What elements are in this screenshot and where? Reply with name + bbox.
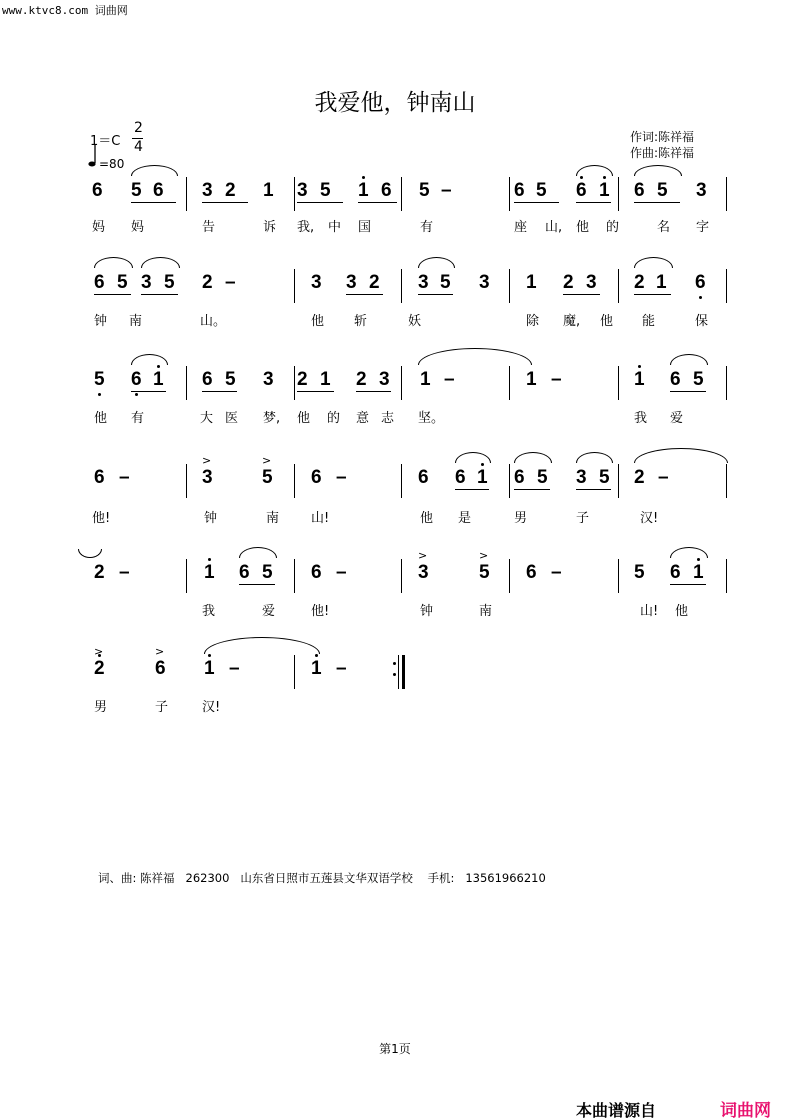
bar-line xyxy=(186,366,187,400)
note: 3 xyxy=(202,180,213,201)
eighth-beam xyxy=(202,391,237,392)
slur-tie xyxy=(455,452,491,463)
note: – xyxy=(336,658,347,679)
bar-line xyxy=(401,464,402,498)
eighth-beam xyxy=(634,294,671,295)
note: 3 xyxy=(418,562,429,583)
eighth-beam xyxy=(670,391,706,392)
lyric-syllable: 我 xyxy=(202,604,216,619)
lyric-syllable: 钟 xyxy=(420,604,434,619)
eighth-beam xyxy=(670,584,706,585)
note: 6 xyxy=(381,180,392,201)
note: 5 xyxy=(634,562,645,583)
lyric-syllable: 他 xyxy=(94,411,108,426)
note: 6 xyxy=(455,467,466,488)
note: 6 xyxy=(695,272,706,293)
note: 2 xyxy=(202,272,213,293)
key-signature: 1＝C xyxy=(90,134,121,149)
eighth-beam xyxy=(131,202,176,203)
lyric-syllable: 能 xyxy=(642,314,656,329)
eighth-beam xyxy=(346,294,383,295)
bar-line xyxy=(509,269,510,303)
quarter-note-icon xyxy=(88,144,97,168)
lyric-syllable: 他 xyxy=(600,314,614,329)
note: – xyxy=(551,562,562,583)
bar-line xyxy=(294,559,295,593)
slur-tie xyxy=(418,348,532,365)
lyric-syllable: 他! xyxy=(311,604,330,619)
note: 3 xyxy=(297,180,308,201)
eighth-beam xyxy=(514,489,550,490)
note: – xyxy=(441,180,452,201)
note: 2 xyxy=(297,369,308,390)
low-octave-dot xyxy=(699,296,702,299)
accent-mark: > xyxy=(479,549,489,562)
eighth-beam xyxy=(141,294,178,295)
bar-line xyxy=(509,177,510,211)
note: 1 xyxy=(526,272,537,293)
note: 3 xyxy=(346,272,357,293)
note: 5 xyxy=(479,562,490,583)
bar-line xyxy=(401,559,402,593)
high-octave-dot xyxy=(638,365,641,368)
lyric-syllable: 座 xyxy=(514,220,528,235)
accent-mark: > xyxy=(418,549,428,562)
bar-line xyxy=(618,269,619,303)
note: 6 xyxy=(202,369,213,390)
lyric-syllable: 他 xyxy=(576,220,590,235)
lyricist-credit: 作词:陈祥福 xyxy=(630,130,695,144)
note: – xyxy=(225,272,236,293)
slur-tie xyxy=(239,547,277,558)
bar-line xyxy=(509,366,510,400)
note: 6 xyxy=(94,467,105,488)
note: 5 xyxy=(440,272,451,293)
lyric-syllable: 保 xyxy=(695,314,709,329)
note: 5 xyxy=(262,467,273,488)
note: 3 xyxy=(586,272,597,293)
eighth-beam xyxy=(358,202,397,203)
eighth-beam xyxy=(634,202,680,203)
high-octave-dot xyxy=(208,654,211,657)
eighth-beam xyxy=(297,391,334,392)
slur-tie xyxy=(634,448,728,463)
song-title: 我爱他，钟南山 xyxy=(314,90,476,116)
note: 2 xyxy=(634,272,645,293)
note: – xyxy=(336,562,347,583)
bar-line xyxy=(509,464,510,498)
lyric-syllable: 他 xyxy=(311,314,325,329)
bar-line xyxy=(618,177,619,211)
note: 5 xyxy=(693,369,704,390)
eighth-beam xyxy=(297,202,343,203)
note: 6 xyxy=(92,180,103,201)
bar-line xyxy=(618,464,619,498)
note: 1 xyxy=(634,369,645,390)
high-octave-dot xyxy=(157,365,160,368)
eighth-beam xyxy=(576,489,611,490)
low-octave-dot xyxy=(98,393,101,396)
high-octave-dot xyxy=(362,176,365,179)
note: 5 xyxy=(320,180,331,201)
note: 6 xyxy=(670,562,681,583)
lyric-syllable: 山! xyxy=(640,604,659,619)
high-octave-dot xyxy=(481,463,484,466)
source-logo: 词曲网 xyxy=(720,1101,771,1119)
note: 6 xyxy=(670,369,681,390)
lyric-syllable: 的 xyxy=(606,220,620,235)
note: 2 xyxy=(369,272,380,293)
lyric-syllable: 子 xyxy=(576,511,590,526)
lyric-syllable: 汉! xyxy=(640,511,659,526)
slur-tie xyxy=(141,257,180,268)
lyric-syllable: 意 xyxy=(356,411,370,426)
lyric-syllable: 妈 xyxy=(92,220,106,235)
note: 5 xyxy=(536,180,547,201)
source-label: 本曲谱源自 xyxy=(576,1101,657,1119)
lyric-syllable: 告 xyxy=(202,220,216,235)
bar-line xyxy=(186,177,187,211)
note: 2 xyxy=(94,562,105,583)
slur-tie xyxy=(576,452,613,463)
high-octave-dot xyxy=(580,176,583,179)
note: 5 xyxy=(164,272,175,293)
note: 5 xyxy=(537,467,548,488)
time-signature-denominator: 4 xyxy=(134,139,143,155)
bar-line xyxy=(726,366,727,400)
slur-tie xyxy=(204,637,320,654)
note: 5 xyxy=(262,562,273,583)
note: 1 xyxy=(320,369,331,390)
eighth-beam xyxy=(563,294,600,295)
note: 1 xyxy=(420,369,431,390)
lyric-syllable: 医 xyxy=(225,411,239,426)
repeat-dot xyxy=(393,673,396,676)
slur-tie xyxy=(670,547,708,558)
high-octave-dot xyxy=(208,558,211,561)
note: 5 xyxy=(225,369,236,390)
lyric-syllable: 国 xyxy=(358,220,372,235)
high-octave-dot xyxy=(603,176,606,179)
note: 5 xyxy=(599,467,610,488)
slur-tie xyxy=(634,257,673,268)
eighth-beam xyxy=(514,202,559,203)
lyric-syllable: 山。 xyxy=(200,314,227,329)
note: 5 xyxy=(94,369,105,390)
lyric-syllable: 山! xyxy=(311,511,330,526)
note: 1 xyxy=(263,180,274,201)
note: 1 xyxy=(477,467,488,488)
lyric-syllable: 妖 xyxy=(408,314,422,329)
lyric-syllable: 我, xyxy=(297,220,315,235)
note: 6 xyxy=(155,658,166,679)
note: 6 xyxy=(311,467,322,488)
lyric-syllable: 字 xyxy=(696,220,710,235)
bar-line xyxy=(401,177,402,211)
note: 6 xyxy=(153,180,164,201)
accent-mark: > xyxy=(94,645,104,658)
note: 6 xyxy=(514,180,525,201)
lyric-syllable: 爱 xyxy=(670,411,684,426)
note: – xyxy=(119,562,130,583)
eighth-beam xyxy=(356,391,391,392)
note: 3 xyxy=(696,180,707,201)
eighth-beam xyxy=(94,294,131,295)
note: – xyxy=(229,658,240,679)
slur-tie xyxy=(514,452,552,463)
high-octave-dot xyxy=(697,558,700,561)
lyric-syllable: 有 xyxy=(131,411,145,426)
lyric-syllable: 他 xyxy=(420,511,434,526)
lyric-syllable: 妈 xyxy=(131,220,145,235)
lyric-syllable: 有 xyxy=(420,220,434,235)
bar-line xyxy=(294,177,295,211)
bar-line xyxy=(294,269,295,303)
lyric-syllable: 钟 xyxy=(94,314,108,329)
note: 1 xyxy=(153,369,164,390)
lyric-syllable: 山, xyxy=(545,220,563,235)
note: 6 xyxy=(131,369,142,390)
low-octave-dot xyxy=(135,393,138,396)
note: 1 xyxy=(693,562,704,583)
slur-tie xyxy=(576,165,613,176)
note: 6 xyxy=(239,562,250,583)
eighth-beam xyxy=(576,202,611,203)
bar-line xyxy=(509,559,510,593)
note: 2 xyxy=(94,658,105,679)
lyric-syllable: 大 xyxy=(200,411,214,426)
bar-line xyxy=(398,655,399,689)
note: 6 xyxy=(526,562,537,583)
footer-info: 词、曲: 陈祥福 262300 山东省日照市五莲县文华双语学校 手机: 13561966210 xyxy=(98,871,546,885)
lyric-syllable: 是 xyxy=(458,511,472,526)
bar-line xyxy=(294,655,295,689)
lyric-syllable: 汉! xyxy=(202,700,221,715)
note: 1 xyxy=(656,272,667,293)
note: 3 xyxy=(202,467,213,488)
lyric-syllable: 男 xyxy=(94,700,108,715)
note: 2 xyxy=(563,272,574,293)
lyric-syllable: 子 xyxy=(155,700,169,715)
lyric-syllable: 他 xyxy=(297,411,311,426)
lyric-syllable: 除 xyxy=(526,314,540,329)
slur-tie xyxy=(78,549,102,558)
note: 3 xyxy=(311,272,322,293)
lyric-syllable: 中 xyxy=(328,220,342,235)
bar-line xyxy=(726,559,727,593)
note: – xyxy=(658,467,669,488)
note: 5 xyxy=(131,180,142,201)
lyric-syllable: 名 xyxy=(657,220,671,235)
lyric-syllable: 钟 xyxy=(204,511,218,526)
note: 5 xyxy=(117,272,128,293)
note: 6 xyxy=(418,467,429,488)
lyric-syllable: 斩 xyxy=(354,314,368,329)
note: 1 xyxy=(204,658,215,679)
bar-line xyxy=(186,464,187,498)
note: 5 xyxy=(419,180,430,201)
note: 1 xyxy=(204,562,215,583)
lyric-syllable: 他 xyxy=(675,604,689,619)
lyric-syllable: 坚。 xyxy=(418,411,445,426)
bar-line xyxy=(726,269,727,303)
composer-credit: 作曲:陈祥福 xyxy=(630,146,695,160)
lyric-syllable: 南 xyxy=(129,314,143,329)
note: – xyxy=(119,467,130,488)
note: 6 xyxy=(311,562,322,583)
lyric-syllable: 南 xyxy=(479,604,493,619)
accent-mark: > xyxy=(262,454,272,467)
slur-tie xyxy=(670,354,708,365)
slur-tie xyxy=(418,257,455,268)
note: 1 xyxy=(311,658,322,679)
lyric-syllable: 诉 xyxy=(263,220,277,235)
accent-mark: > xyxy=(202,454,212,467)
bar-line xyxy=(294,366,295,400)
bar-line xyxy=(402,655,405,689)
note: 2 xyxy=(356,369,367,390)
slur-tie xyxy=(634,165,682,176)
note: 1 xyxy=(599,180,610,201)
note: 5 xyxy=(657,180,668,201)
note: – xyxy=(551,369,562,390)
note: 3 xyxy=(263,369,274,390)
lyric-syllable: 爱 xyxy=(262,604,276,619)
slur-tie xyxy=(94,257,133,268)
note: 6 xyxy=(634,180,645,201)
lyric-syllable: 他! xyxy=(92,511,111,526)
bar-line xyxy=(618,559,619,593)
bar-line xyxy=(294,464,295,498)
accent-mark: > xyxy=(155,645,165,658)
note: 3 xyxy=(418,272,429,293)
watermark-top: www.ktvc8.com 词曲网 xyxy=(2,4,128,17)
note: 6 xyxy=(576,180,587,201)
note: 3 xyxy=(141,272,152,293)
note: 2 xyxy=(225,180,236,201)
lyric-syllable: 的 xyxy=(327,411,341,426)
repeat-dot xyxy=(393,662,396,665)
tempo-marking: =80 xyxy=(99,157,125,171)
bar-line xyxy=(726,177,727,211)
lyric-syllable: 魔, xyxy=(563,314,581,329)
high-octave-dot xyxy=(315,654,318,657)
time-signature-numerator: 2 xyxy=(134,120,143,136)
lyric-syllable: 男 xyxy=(514,511,528,526)
page-number: 第1页 xyxy=(379,1042,411,1056)
note: 1 xyxy=(358,180,369,201)
eighth-beam xyxy=(131,391,166,392)
lyric-syllable: 梦, xyxy=(263,411,281,426)
bar-line xyxy=(726,464,727,498)
lyric-syllable: 我 xyxy=(634,411,648,426)
note: 2 xyxy=(634,467,645,488)
slur-tie xyxy=(131,354,168,365)
eighth-beam xyxy=(418,294,453,295)
note: 1 xyxy=(526,369,537,390)
lyric-syllable: 志 xyxy=(381,411,395,426)
eighth-beam xyxy=(202,202,248,203)
bar-line xyxy=(401,269,402,303)
bar-line xyxy=(618,366,619,400)
slur-tie xyxy=(131,165,178,176)
note: – xyxy=(336,467,347,488)
bar-line xyxy=(401,366,402,400)
note: 3 xyxy=(576,467,587,488)
note: 3 xyxy=(379,369,390,390)
lyric-syllable: 南 xyxy=(266,511,280,526)
note: 6 xyxy=(514,467,525,488)
note: 3 xyxy=(479,272,490,293)
eighth-beam xyxy=(455,489,489,490)
note: 6 xyxy=(94,272,105,293)
eighth-beam xyxy=(239,584,275,585)
note: – xyxy=(444,369,455,390)
bar-line xyxy=(186,559,187,593)
